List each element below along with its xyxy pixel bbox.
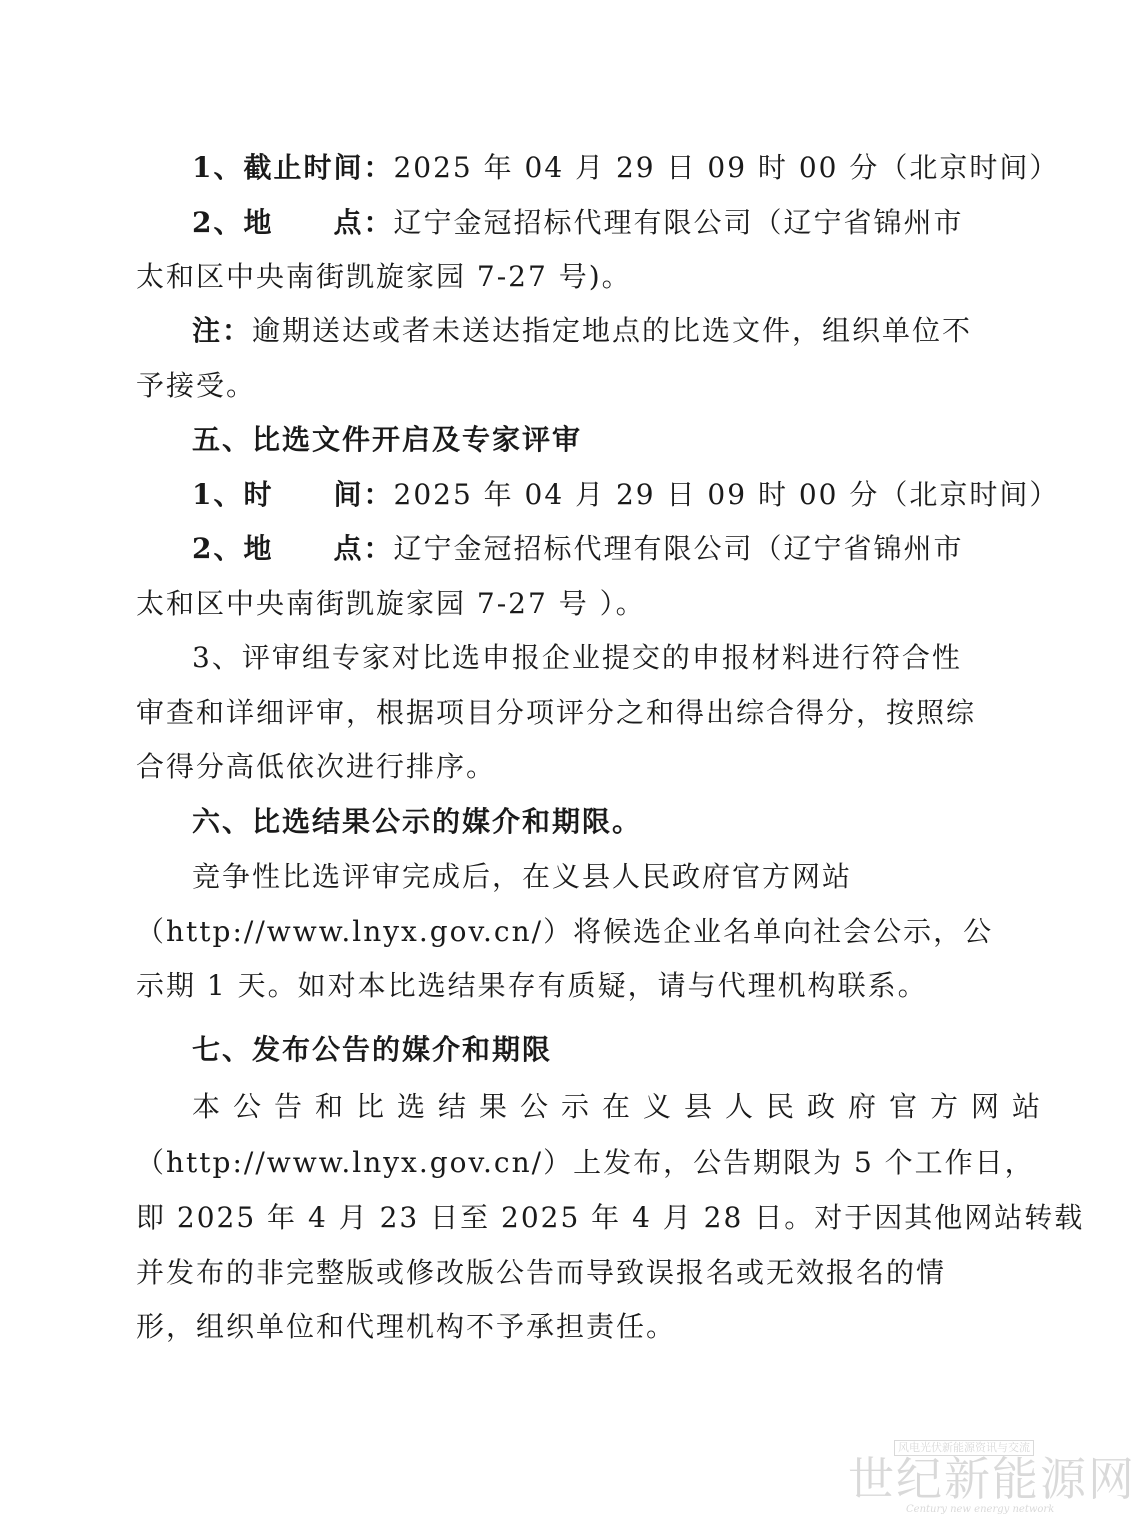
open-location-line-cont: 太和区中央南街凯旋家园 7-27 号 ）。 — [136, 587, 646, 620]
deadline-line — [192, 148, 1059, 188]
note-label: 注： — [192, 314, 253, 347]
location-line — [192, 203, 964, 243]
section7-line-1: 本公告和比选结果公示在义县人民政府官方网站 — [192, 1090, 1054, 1123]
note-text: 逾期送达或者未送达指定地点的比选文件，组织单位不 — [252, 314, 973, 347]
open-time-label-b: 间： — [333, 478, 394, 511]
note-line — [192, 311, 972, 351]
open-location-line — [192, 529, 964, 569]
section5-heading: 五、比选文件开启及专家评审 — [192, 423, 583, 456]
section7-line-2: （http://www.lnyx.gov.cn/）上发布，公告期限为 5 个工作日， — [136, 1146, 1035, 1179]
watermark-logo — [848, 1440, 1136, 1520]
deadline-label: 1、截止时间： — [192, 151, 394, 184]
location-label-b: 点： — [333, 206, 394, 239]
location-label-a: 2、地 — [192, 206, 274, 239]
open-time-line — [192, 475, 1059, 515]
review-line-2: 审查和详细评审，根据项目分项评分之和得出综合得分，按照综 — [136, 696, 977, 729]
open-location-value: 辽宁金冠招标代理有限公司（辽宁省锦州市 — [393, 532, 964, 565]
location-line-cont: 太和区中央南街凯旋家园 7-27 号)。 — [136, 260, 632, 293]
section7-line-4: 并发布的非完整版或修改版公告而导致误报名或无效报名的情 — [136, 1256, 947, 1289]
section6-heading: 六、比选结果公示的媒介和期限。 — [192, 805, 643, 838]
section7-line-3: 即 2025 年 4 月 23 日至 2025 年 4 月 28 日。对于因其他网站转载 — [136, 1201, 1085, 1234]
open-location-label-a: 2、地 — [192, 532, 274, 565]
note-line-cont: 予接受。 — [136, 369, 257, 402]
open-location-label-b: 点： — [333, 532, 394, 565]
section6-line-2: （http://www.lnyx.gov.cn/）将候选企业名单向社会公示，公 — [136, 915, 994, 948]
watermark-main: 世纪新能源网 — [848, 1452, 1136, 1506]
section7-line-5: 形，组织单位和代理机构不予承担责任。 — [136, 1310, 677, 1343]
review-line-3: 合得分高低依次进行排序。 — [136, 750, 497, 783]
section7-heading: 七、发布公告的媒介和期限 — [192, 1033, 553, 1066]
open-time-label-a: 1、时 — [192, 478, 274, 511]
review-line-1: 3、评审组专家对比选申报企业提交的申报材料进行符合性 — [192, 641, 962, 674]
deadline-value: 2025 年 04 月 29 日 09 时 00 分（北京时间） — [393, 151, 1060, 184]
location-value: 辽宁金冠招标代理有限公司（辽宁省锦州市 — [393, 206, 964, 239]
watermark-tag: 风电光伏新能源资讯与交流 — [894, 1440, 1034, 1456]
section6-line-1: 竞争性比选评审完成后，在义县人民政府官方网站 — [192, 860, 853, 893]
open-time-value: 2025 年 04 月 29 日 09 时 00 分（北京时间） — [393, 478, 1060, 511]
section6-line-3: 示期 1 天。如对本比选结果存有质疑，请与代理机构联系。 — [136, 969, 928, 1002]
watermark-sub: Century new energy network — [906, 1504, 1055, 1515]
